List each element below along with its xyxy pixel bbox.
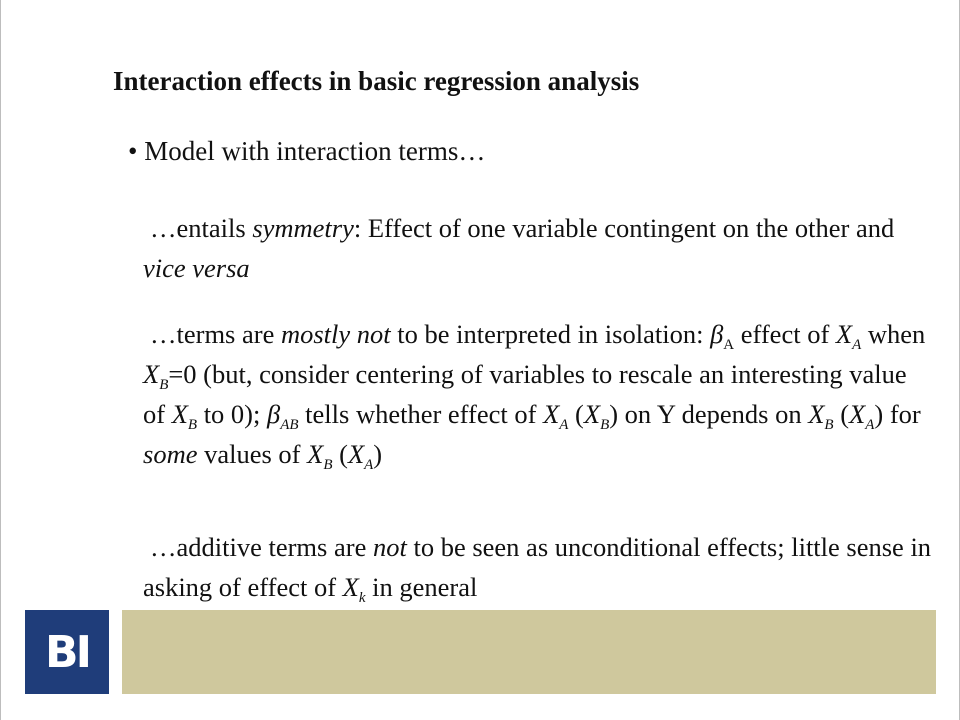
bullet-point: • Model with interaction terms…: [128, 136, 486, 166]
slide-edge-left: [0, 0, 1, 720]
footer-bar: [122, 610, 936, 694]
paragraph-additive: …additive terms are not to be seen as unconditional effects; little sense in asking of effect of $X_k$ in general: [143, 532, 932, 606]
slide-title: Interaction effects in basic regression analysis: [113, 66, 640, 96]
paragraph-symmetry: …entails symmetry: Effect of one variable contingent on the other and vice versa: [143, 213, 895, 283]
bi-logo-text: BI: [45, 626, 89, 678]
bi-logo: [25, 610, 109, 694]
paragraph-isolation: …terms are mostly not to be interpreted in isolation: $\beta_A$ effect of $X_A$ when $X_B=0$ (but, consider centering of variables to rescale an interesting value of $X_B$ to 0); $\beta_{AB}$ tells whether effect of $X_A$ $(X_B)$ on Y depends on $X_B$ $(X_A)$ for some values of $X_B$ $(X_A)$: [143, 319, 926, 473]
